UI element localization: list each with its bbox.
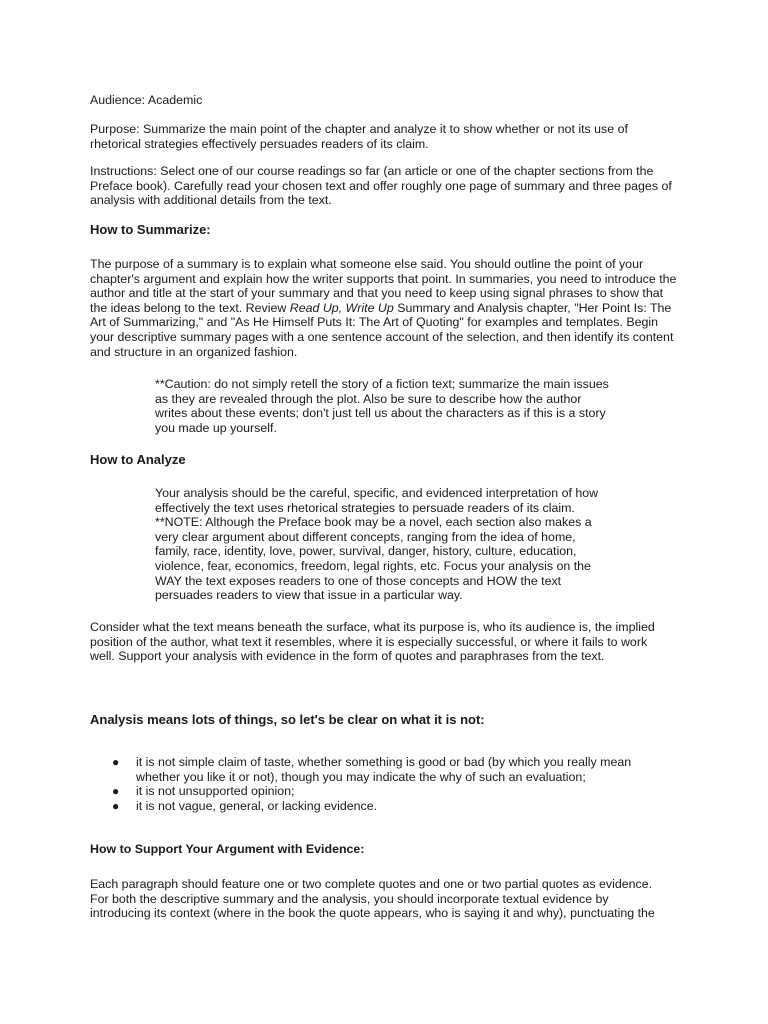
bullet-icon: ● [112,755,120,769]
list-item-text: it is not vague, general, or lacking evidence. [136,798,378,813]
caution-note: **Caution: do not simply retell the story of a fiction text; summarize the main issues as they are revealed through the plot. Also be sure to describe how the author writes about these events; don't just tell us about the characters as if this is a story you made up yourself. [155,377,609,435]
summary-text-after: Summary and Analysis chapter, "Her Point Is: The Art of Summarizing," and "As He Himself Puts It: The Art of Quoting" for examples and templates. Begin your descriptive summary pages with a one sentence account of the selection, and then identify its content and structure in an organized fashion. [90,300,674,359]
how-to-summarize-heading: How to Summarize: [90,222,211,237]
book-title: Read Up, Write Up [289,300,394,315]
summary-text-before: The purpose of a summary is to explain what someone else said. You should outline the point of your chapter's argument and explain how the writer supports that point. In summaries, you need to introduce the author and title at the start of your summary and that you need to keep using signal phrases to show that the ideas belong to the text. Review [90,257,677,315]
list-item [112,755,672,784]
analysis-not-heading: Analysis means lots of things, so let's be clear on what it is not: [90,712,485,727]
summary-paragraph [90,257,682,359]
how-to-analyze-heading: How to Analyze [90,452,186,467]
instructions-paragraph: Instructions: Select one of our course readings so far (an article or one of the chapter sections from the Preface book). Carefully read your chosen text and offer roughly one page of summary and three pages of analysis with additional details from the text. [90,164,672,208]
analysis-note: Your analysis should be the careful, specific, and evidenced interpretation of how effectively the text uses rhetorical strategies to persuade readers of its claim. **NOTE: Although the Preface book may be a novel, each section also makes a very clear argument about different concepts, ranging from the idea of home, family, race, identity, love, power, survival, danger, history, culture, education, violence, fear, economics, freedom, legal rights, etc. Focus your analysis on the WAY the text exposes readers to one of those concepts and HOW the text persuades readers to view that issue in a particular way. [155,486,599,603]
list-item [112,784,672,799]
bullet-icon: ● [112,798,120,813]
list-item-text: it is not unsupported opinion; [136,784,295,799]
list-item [112,799,672,814]
support-evidence-heading: How to Support Your Argument with Evidence: [90,842,365,856]
audience-line: Audience: Academic [90,93,203,107]
consider-paragraph: Consider what the text means beneath the surface, what its purpose is, who its audience is, the implied position of the author, what text it resembles, where it is especially successful, or where it fails to work well. Support your analysis with evidence in the form of quotes and paraphrases from the text. [90,620,655,664]
list-item-text: it is not simple claim of taste, whether something is good or bad (by which you really mean whether you like it or not), though you may indicate the why of such an evaluation; [136,755,632,784]
purpose-paragraph: Purpose: Summarize the main point of the chapter and analyze it to show whether or not its use of rhetorical strategies effectively persuades readers of its claim. [90,122,628,151]
bullet-icon: ● [112,784,120,799]
not-analysis-list [112,755,672,813]
support-paragraph: Each paragraph should feature one or two complete quotes and one or two partial quotes as evidence. For both the descriptive summary and the analysis, you should incorporate textual evidence by introducing its context (where in the book the quote appears, who is saying it and why), punctuating the [90,877,655,921]
